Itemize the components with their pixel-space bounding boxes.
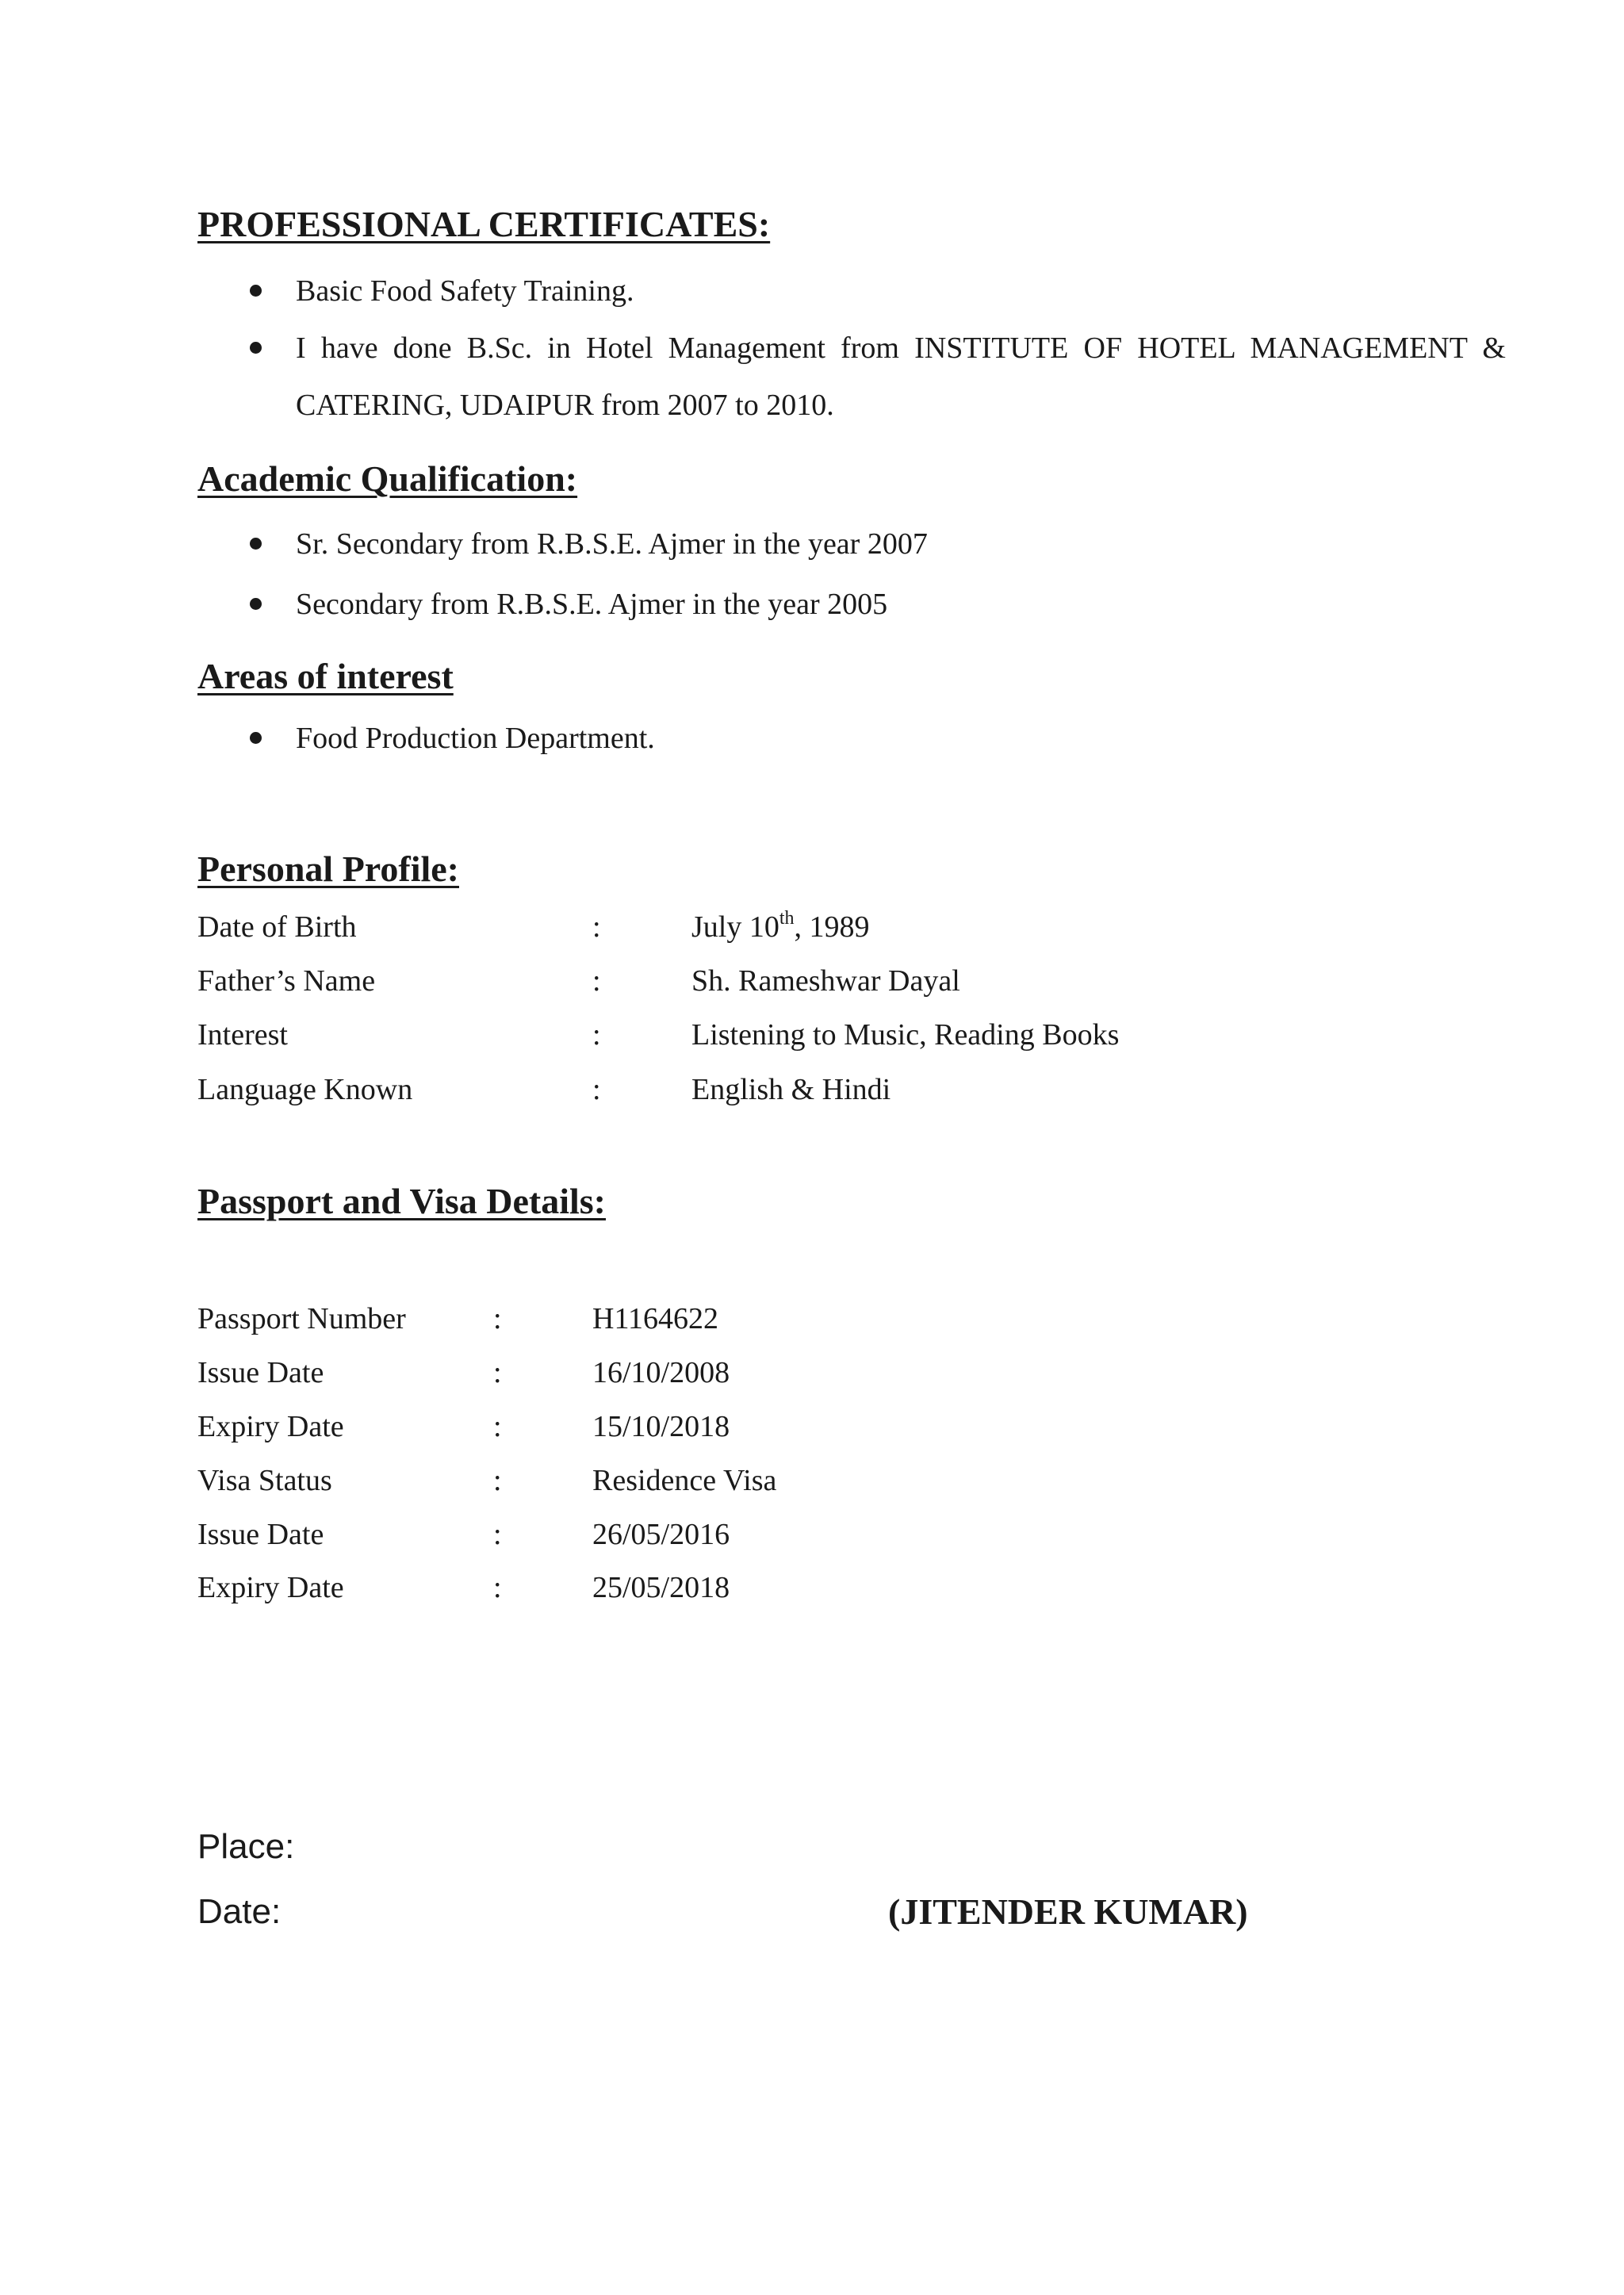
row-separator: : [592, 910, 601, 944]
list-item-text: I have done B.Sc. in Hotel Management from INSTITUTE OF HOTEL MANAGEMENT & CATERING, UDAIPUR from 2007 to 2010. [296, 331, 1506, 422]
row-label: Date of Birth [197, 910, 357, 944]
row-separator: : [592, 1073, 601, 1106]
bullet-icon [250, 732, 262, 744]
row-value: 26/05/2016 [592, 1518, 730, 1551]
row-separator: : [493, 1571, 502, 1604]
row-separator: : [493, 1302, 502, 1335]
list-item [197, 574, 1506, 634]
list-item-text: Food Production Department. [296, 722, 655, 755]
list-item-text: Sr. Secondary from R.B.S.E. Ajmer in the year 2007 [296, 527, 928, 561]
dob-value-main: July 10 [691, 910, 779, 944]
row-value: Listening to Music, Reading Books [691, 1018, 1120, 1052]
row-separator: : [493, 1356, 502, 1389]
row-value: H1164622 [592, 1302, 719, 1335]
row-separator: : [592, 964, 601, 998]
list-item [197, 514, 1506, 574]
bullet-icon [250, 538, 262, 550]
row-value: Residence Visa [592, 1464, 777, 1497]
row-value [691, 908, 870, 944]
row-label: Interest [197, 1018, 288, 1052]
row-value: English & Hindi [691, 1073, 891, 1106]
bullet-icon [250, 598, 262, 610]
date-label: Date: [197, 1892, 282, 1931]
professional-certificates-list [197, 262, 1506, 434]
personal-profile-heading: Personal Profile: [197, 849, 459, 889]
place-label: Place: [197, 1827, 295, 1866]
professional-certificates-heading: PROFESSIONAL CERTIFICATES: [197, 204, 771, 244]
row-separator: : [592, 1018, 601, 1052]
row-label: Issue Date [197, 1356, 324, 1389]
list-item-text: Secondary from R.B.S.E. Ajmer in the year 2005 [296, 588, 888, 621]
row-label: Expiry Date [197, 1410, 344, 1443]
academic-qualification-heading: Academic Qualification: [197, 458, 578, 499]
list-item [197, 710, 1506, 767]
row-label: Visa Status [197, 1464, 332, 1497]
row-label: Passport Number [197, 1302, 406, 1335]
row-label: Expiry Date [197, 1571, 344, 1604]
row-label: Father’s Name [197, 964, 376, 998]
list-item-text: Basic Food Safety Training. [296, 274, 634, 308]
row-value: 25/05/2018 [592, 1571, 730, 1604]
bullet-icon [250, 285, 262, 297]
row-value: 15/10/2018 [592, 1410, 730, 1443]
areas-of-interest-list [197, 710, 1506, 767]
list-item [197, 320, 1506, 434]
row-separator: : [493, 1518, 502, 1551]
areas-of-interest-heading: Areas of interest [197, 656, 454, 696]
row-label: Issue Date [197, 1518, 324, 1551]
dob-value-ordinal: th [779, 908, 795, 929]
row-value: 16/10/2008 [592, 1356, 730, 1389]
row-separator: : [493, 1410, 502, 1443]
row-separator: : [493, 1464, 502, 1497]
list-item [197, 262, 1506, 320]
academic-qualification-list [197, 514, 1506, 634]
signatory-name: (JITENDER KUMAR) [888, 1891, 1248, 1932]
row-value: Sh. Rameshwar Dayal [691, 964, 960, 998]
row-label: Language Known [197, 1073, 413, 1106]
bullet-icon [250, 342, 262, 354]
dob-value-year: , 1989 [794, 910, 870, 944]
passport-visa-heading: Passport and Visa Details: [197, 1181, 606, 1221]
